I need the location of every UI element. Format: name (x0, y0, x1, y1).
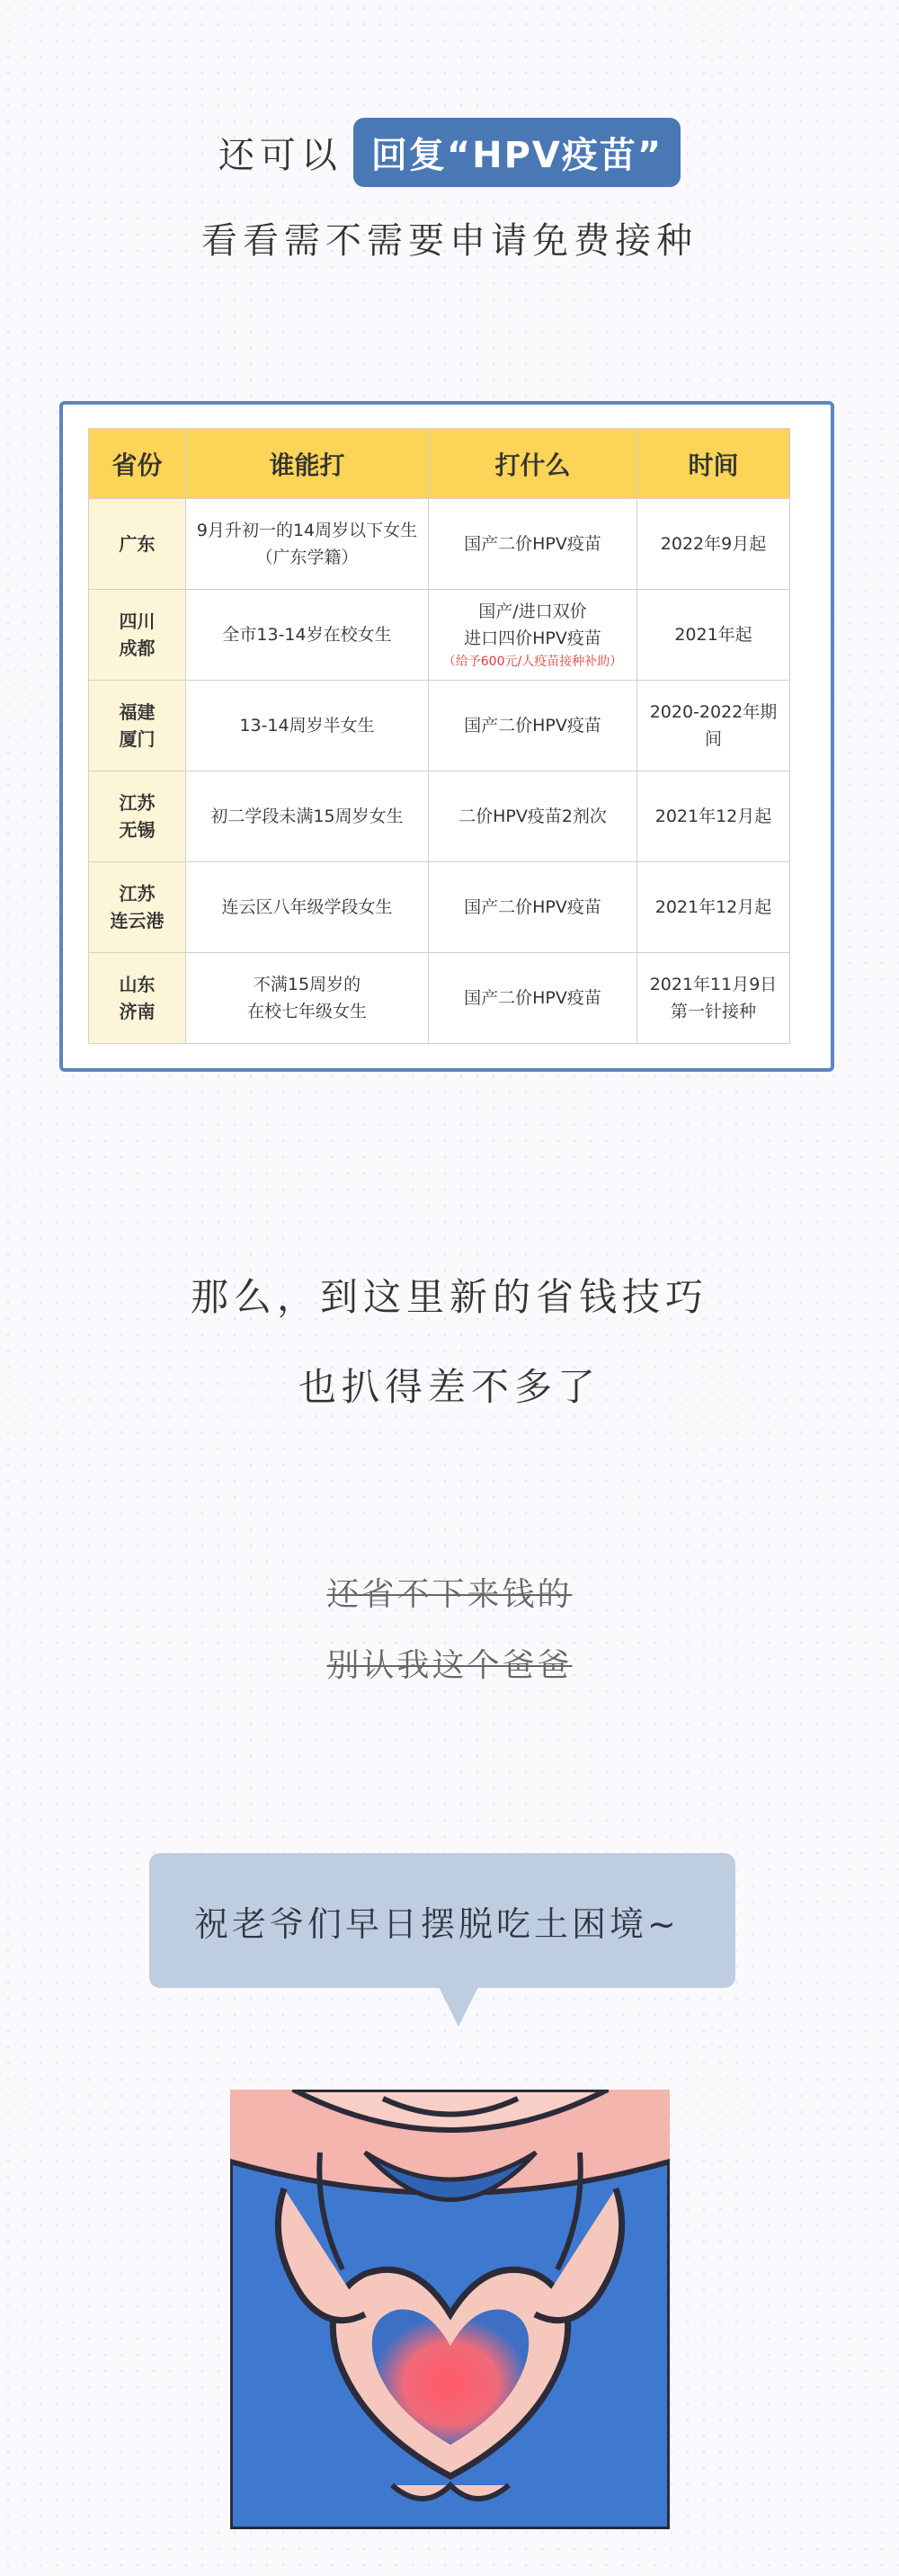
summary-line-2: 也扒得差不多了 (298, 1365, 601, 1409)
table-cell-who (186, 590, 429, 681)
table-cell-time (637, 953, 790, 1044)
cell-text: （广东学籍） (255, 548, 359, 567)
cell-text: 第一针接种 (670, 1002, 756, 1021)
table-cell-who (186, 771, 429, 862)
strikethrough-line-1: 还省不下来钱的 (326, 1576, 573, 1613)
cell-text: 2021年11月9日 (649, 975, 778, 994)
table-cell-province (89, 590, 186, 681)
cell-text: 国产二价HPV疫苗 (464, 716, 601, 735)
table-cell-who (186, 953, 429, 1044)
table-cell-who (186, 681, 429, 771)
cell-text: 济南 (119, 1001, 156, 1022)
intro-prefix-text: 还可以 (218, 134, 343, 176)
cell-text: 2021年12月起 (654, 807, 772, 826)
speech-bubble (149, 1853, 735, 1988)
cell-text: 二价HPV疫苗2剂次 (458, 807, 607, 826)
table-cell-time (637, 681, 790, 771)
cell-text: 国产二价HPV疫苗 (464, 897, 601, 917)
cell-text: 江苏 (119, 792, 156, 814)
table-cell-province (89, 771, 186, 862)
cell-text: 山东 (119, 974, 156, 995)
table-cell-what (429, 681, 637, 771)
intro-subtitle: 看看需不需要申请免费接种 (201, 220, 698, 262)
table-row (89, 953, 790, 1044)
hpv-table-card (59, 401, 834, 1072)
heart-hands-icon (230, 2090, 670, 2529)
cell-text: 2021年12月起 (654, 897, 772, 917)
table-row (89, 499, 790, 590)
table-cell-province (89, 499, 186, 590)
cell-text: 初二学段未满15周岁女生 (210, 807, 404, 826)
table-cell-what (429, 590, 637, 681)
cell-text: 无锡 (119, 819, 156, 841)
table-cell-province (89, 953, 186, 1044)
table-cell-province (89, 862, 186, 953)
cell-text: 进口四价HPV疫苗 (464, 628, 601, 648)
cell-text: 广东 (119, 533, 156, 555)
subsidy-note: （给予600元/人疫苗接种补助） (442, 655, 623, 669)
table-cell-province (89, 681, 186, 771)
table-row (89, 681, 790, 771)
cell-text: 国产二价HPV疫苗 (464, 988, 601, 1008)
summary-line-1: 那么，到这里新的省钱技巧 (190, 1275, 708, 1319)
cell-text: 福建 (119, 701, 156, 723)
cell-text: 四川 (119, 611, 156, 632)
speech-bubble-tail (439, 1987, 478, 2027)
cell-text: 2022年9月起 (660, 534, 767, 554)
cell-text: 2021年起 (674, 625, 752, 645)
strikethrough-line-2: 别认我这个爸爸 (326, 1647, 573, 1684)
table-cell-what (429, 499, 637, 590)
cell-text: 2020-2022年期 (649, 702, 778, 722)
table-cell-who (186, 499, 429, 590)
cell-text: 国产二价HPV疫苗 (464, 534, 601, 554)
table-cell-what (429, 771, 637, 862)
table-cell-what (429, 953, 637, 1044)
cell-text: 连云区八年级学段女生 (221, 897, 393, 917)
hpv-vaccine-table (88, 428, 790, 1044)
table-cell-who (186, 862, 429, 953)
cell-text: 间 (704, 729, 722, 749)
cell-text: 在校七年级女生 (246, 1002, 367, 1021)
reply-keyword-badge: 回复“HPV疫苗” (353, 118, 681, 187)
table-cell-time (637, 862, 790, 953)
cell-text: 13-14周岁半女生 (239, 716, 375, 735)
header-what: 打什么 (429, 429, 637, 499)
header-who: 谁能打 (186, 429, 429, 499)
heart-hands-illustration (230, 2090, 670, 2529)
cell-text: 成都 (119, 637, 156, 659)
cell-text: 厦门 (119, 728, 156, 750)
table-body (89, 499, 790, 1044)
cell-text: 连云港 (110, 910, 165, 931)
table-cell-time (637, 590, 790, 681)
table-cell-time (637, 771, 790, 862)
table-cell-what (429, 862, 637, 953)
cell-text: 国产/进口双价 (478, 602, 587, 621)
cell-text: 不满15周岁的 (253, 975, 361, 994)
speech-bubble-text: 祝老爷们早日摆脱吃土困境~ (194, 1903, 680, 1944)
header-province: 省份 (89, 429, 186, 499)
table-cell-time (637, 499, 790, 590)
cell-text: 全市13-14岁在校女生 (222, 625, 392, 645)
cell-text: 9月升初一的14周岁以下女生 (196, 521, 418, 540)
table-row (89, 862, 790, 953)
table-row (89, 590, 790, 681)
header-time: 时间 (637, 429, 790, 499)
table-header-row (89, 429, 790, 499)
intro-line (0, 114, 899, 190)
table-row (89, 771, 790, 862)
cell-text: 江苏 (119, 883, 156, 905)
